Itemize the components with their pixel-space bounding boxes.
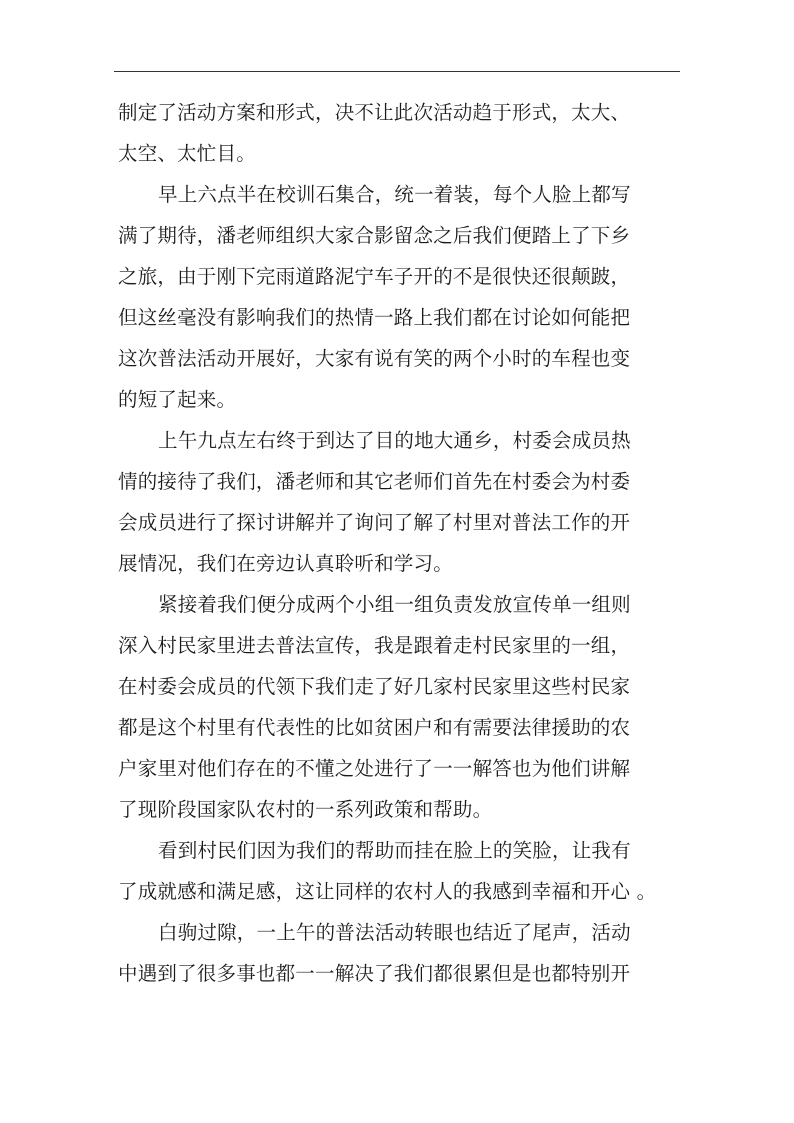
text-line: 都是这个村里有代表性的比如贫困户和有需要法律援助的农 [118, 716, 631, 739]
text-line: 展情况，我们在旁边认真聆听和学习。 [118, 552, 453, 575]
text-line: 了成就感和满足感，这让同样的农村人的我感到幸福和开心 。 [118, 880, 657, 903]
text-line: 这次普法活动开展好，大家有说有笑的两个小时的车程也变 [118, 347, 631, 370]
paragraph-start-line: 看到村民们因为我们的帮助而挂在脸上的笑脸，让我有 [158, 839, 631, 862]
text-line: 之旅，由于刚下完雨道路泥宁车子开的不是很快还很颠跛， [118, 265, 631, 288]
paragraph-start-line: 上午九点左右终于到达了目的地大通乡，村委会成员热 [158, 429, 631, 452]
text-line: 太空、太忙目。 [118, 142, 256, 165]
body-text [118, 92, 678, 994]
text-line: 中遇到了很多事也都一一解决了我们都很累但是也都特别开 [118, 962, 631, 985]
text-line: 会成员进行了探讨讲解并了询问了解了村里对普法工作的开 [118, 511, 631, 534]
paragraph-start-line: 白驹过隙，一上午的普法活动转眼也结近了尾声，活动 [158, 921, 631, 944]
text-line: 满了期待，潘老师组织大家合影留念之后我们便踏上了下乡 [118, 224, 631, 247]
text-line: 情的接待了我们，潘老师和其它老师们首先在村委会为村委 [118, 470, 631, 493]
text-line: 深入村民家里进去普法宣传，我是跟着走村民家里的一组， [118, 634, 631, 657]
text-line: 在村委会成员的代领下我们走了好几家村民家里这些村民家 [118, 675, 631, 698]
text-line: 了现阶段国家队农村的一系列政策和帮助。 [118, 798, 493, 821]
text-line: 户家里对他们存在的不懂之处进行了一一解答也为他们讲解 [118, 757, 631, 780]
text-line: 制定了活动方案和形式，决不让此次活动趋于形式，太大、 [118, 101, 631, 124]
text-line: 的短了起来。 [118, 388, 237, 411]
paragraph-start-line: 紧接着我们便分成两个小组一组负责发放宣传单一组则 [158, 593, 631, 616]
header-rule [114, 71, 680, 72]
paragraph-start-line: 早上六点半在校训石集合，统一着装，每个人脸上都写 [158, 183, 631, 206]
text-line: 但这丝毫没有影响我们的热情一路上我们都在讨论如何能把 [118, 306, 631, 329]
